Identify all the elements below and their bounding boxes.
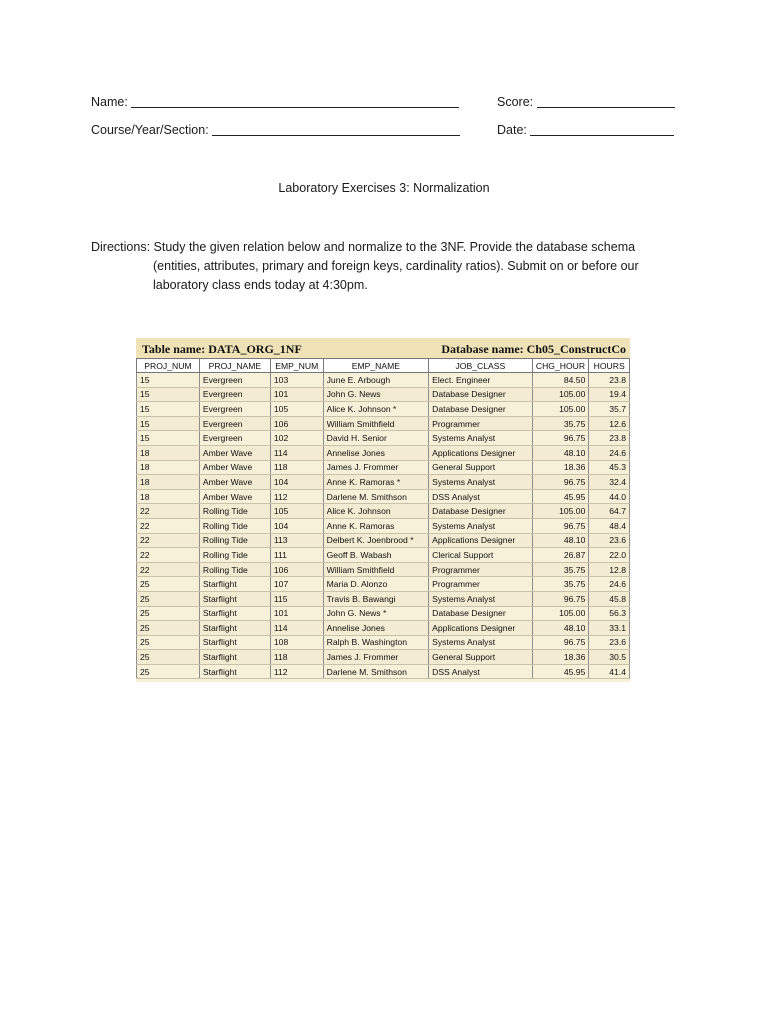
table-cell: Starflight (199, 606, 270, 621)
table-cell: 48.10 (532, 533, 589, 548)
table-cell: James J. Frommer (323, 650, 428, 665)
table-cell: Rolling Tide (199, 533, 270, 548)
column-header-proj-name: PROJ_NAME (199, 359, 270, 373)
table-cell: 96.75 (532, 518, 589, 533)
table-cell: 15 (137, 387, 200, 402)
table-cell: 105.00 (532, 387, 589, 402)
table-cell: 112 (270, 489, 323, 504)
table-cell: 15 (137, 416, 200, 431)
table-cell: Systems Analyst (429, 591, 532, 606)
table-cell: Evergreen (199, 416, 270, 431)
table-cell: 107 (270, 577, 323, 592)
table-cell: 22.0 (589, 548, 630, 563)
column-header-chg-hour: CHG_HOUR (532, 359, 589, 373)
table-cell: 64.7 (589, 504, 630, 519)
table-cell: 35.7 (589, 402, 630, 417)
table-cell: 33.1 (589, 621, 630, 636)
table-cell: Starflight (199, 577, 270, 592)
table-cell: 118 (270, 650, 323, 665)
table-cell: DSS Analyst (429, 664, 532, 679)
table-row (137, 650, 630, 665)
table-cell: 22 (137, 504, 200, 519)
table-cell: Geoff B. Wabash (323, 548, 428, 563)
table-cell: 105.00 (532, 606, 589, 621)
table-cell: John G. News (323, 387, 428, 402)
table-cell: DSS Analyst (429, 489, 532, 504)
column-header-job-class: JOB_CLASS (429, 359, 532, 373)
table-cell: 12.6 (589, 416, 630, 431)
table-cell: Evergreen (199, 387, 270, 402)
table-cell: Evergreen (199, 373, 270, 388)
name-blank-line (131, 94, 459, 108)
table-cell: William Smithfield (323, 562, 428, 577)
directions-text (91, 238, 651, 295)
table-cell: Darlene M. Smithson (323, 489, 428, 504)
table-cell: Database Designer (429, 387, 532, 402)
table-cell: Annelise Jones (323, 445, 428, 460)
table-cell: 24.6 (589, 445, 630, 460)
table-cell: Amber Wave (199, 475, 270, 490)
table-cell: 22 (137, 548, 200, 563)
table-cell: Rolling Tide (199, 548, 270, 563)
table-cell: 18 (137, 475, 200, 490)
table-cell: 96.75 (532, 431, 589, 446)
table-cell: 41.4 (589, 664, 630, 679)
table-row (137, 533, 630, 548)
table-row (137, 373, 630, 388)
table-cell: 23.6 (589, 533, 630, 548)
table-cell: 45.95 (532, 489, 589, 504)
table-cell: 23.8 (589, 431, 630, 446)
table-row (137, 548, 630, 563)
table-cell: 15 (137, 373, 200, 388)
score-label: Score: (497, 95, 534, 109)
table-cell: Systems Analyst (429, 635, 532, 650)
table-cell: Elect. Engineer (429, 373, 532, 388)
table-row (137, 591, 630, 606)
table-cell: Darlene M. Smithson (323, 664, 428, 679)
table-cell: Ralph B. Washington (323, 635, 428, 650)
table-cell: Starflight (199, 591, 270, 606)
table-cell: 105.00 (532, 504, 589, 519)
table-cell: Systems Analyst (429, 475, 532, 490)
table-row (137, 489, 630, 504)
table-cell: Amber Wave (199, 489, 270, 504)
score-blank-line (537, 94, 675, 108)
table-cell: Database Designer (429, 606, 532, 621)
table-row (137, 475, 630, 490)
table-cell: Programmer (429, 577, 532, 592)
table-cell: General Support (429, 460, 532, 475)
table-cell: Rolling Tide (199, 518, 270, 533)
table-cell: 25 (137, 650, 200, 665)
table-cell: 15 (137, 402, 200, 417)
table-cell: 35.75 (532, 416, 589, 431)
table-cell: 45.8 (589, 591, 630, 606)
table-cell: 56.3 (589, 606, 630, 621)
table-cell: 18.36 (532, 650, 589, 665)
table-cell: Alice K. Johnson (323, 504, 428, 519)
table-row (137, 460, 630, 475)
table-cell: Maria D. Alonzo (323, 577, 428, 592)
database-name-label: Database name: Ch05_ConstructCo (441, 341, 626, 356)
table-row (137, 431, 630, 446)
table-cell: 101 (270, 606, 323, 621)
table-cell: 96.75 (532, 635, 589, 650)
relation-table-image (136, 338, 630, 682)
table-cell: Programmer (429, 416, 532, 431)
table-cell: Starflight (199, 664, 270, 679)
table-cell: Applications Designer (429, 445, 532, 460)
table-cell: Evergreen (199, 431, 270, 446)
table-cell: 35.75 (532, 562, 589, 577)
directions-line-1: Directions: Study the given relation below and normalize to the 3NF. Provide the database schema (91, 240, 636, 254)
table-cell: Amber Wave (199, 445, 270, 460)
table-cell: 22 (137, 533, 200, 548)
table-cell: Evergreen (199, 402, 270, 417)
table-caption (136, 338, 630, 358)
table-cell: 25 (137, 591, 200, 606)
table-cell: 104 (270, 518, 323, 533)
table-row (137, 518, 630, 533)
course-field (91, 122, 460, 137)
table-cell: 25 (137, 606, 200, 621)
table-row (137, 635, 630, 650)
table-cell: Rolling Tide (199, 504, 270, 519)
table-cell: 108 (270, 635, 323, 650)
table-cell: 103 (270, 373, 323, 388)
table-row (137, 402, 630, 417)
table-row (137, 577, 630, 592)
table-cell: 96.75 (532, 591, 589, 606)
table-cell: 24.6 (589, 577, 630, 592)
column-header-emp-num: EMP_NUM (270, 359, 323, 373)
table-row (137, 664, 630, 679)
table-cell: 112 (270, 664, 323, 679)
table-cell: Systems Analyst (429, 518, 532, 533)
directions-line-2: (entities, attributes, primary and foreign keys, cardinality ratios). Submit on or before our (153, 259, 639, 273)
date-label: Date: (497, 123, 527, 137)
course-label: Course/Year/Section: (91, 123, 209, 137)
table-cell: 35.75 (532, 577, 589, 592)
table-name-label: Table name: DATA_ORG_1NF (142, 341, 302, 356)
table-row (137, 504, 630, 519)
table-cell: 118 (270, 460, 323, 475)
table-row (137, 445, 630, 460)
table-cell: David H. Senior (323, 431, 428, 446)
table-cell: 25 (137, 635, 200, 650)
table-cell: 48.10 (532, 621, 589, 636)
column-header-hours: HOURS (589, 359, 630, 373)
table-cell: 101 (270, 387, 323, 402)
table-cell: 19.4 (589, 387, 630, 402)
table-cell: 18.36 (532, 460, 589, 475)
table-cell: James J. Frommer (323, 460, 428, 475)
table-cell: 32.4 (589, 475, 630, 490)
directions-line-3: laboratory class ends today at 4:30pm. (153, 278, 368, 292)
table-cell: 45.3 (589, 460, 630, 475)
table-row (137, 416, 630, 431)
table-cell: 105 (270, 402, 323, 417)
table-row (137, 387, 630, 402)
name-field (91, 94, 459, 109)
table-cell: 84.50 (532, 373, 589, 388)
table-cell: 115 (270, 591, 323, 606)
relation-table (136, 358, 630, 679)
table-cell: 25 (137, 621, 200, 636)
table-cell: Clerical Support (429, 548, 532, 563)
date-field (497, 122, 674, 137)
table-cell: Starflight (199, 621, 270, 636)
table-cell: 45.95 (532, 664, 589, 679)
table-cell: 12.8 (589, 562, 630, 577)
table-cell: Amber Wave (199, 460, 270, 475)
table-cell: 111 (270, 548, 323, 563)
table-cell: 113 (270, 533, 323, 548)
table-body (137, 373, 630, 679)
table-cell: Programmer (429, 562, 532, 577)
table-cell: Database Designer (429, 504, 532, 519)
table-cell: 114 (270, 621, 323, 636)
table-cell: Alice K. Johnson * (323, 402, 428, 417)
course-blank-line (212, 122, 460, 136)
table-cell: 48.10 (532, 445, 589, 460)
table-cell: 102 (270, 431, 323, 446)
table-cell: 15 (137, 431, 200, 446)
table-cell: 22 (137, 562, 200, 577)
table-cell: 18 (137, 445, 200, 460)
table-cell: Starflight (199, 635, 270, 650)
table-cell: Travis B. Bawangi (323, 591, 428, 606)
table-cell: 106 (270, 416, 323, 431)
table-header-row (137, 359, 630, 373)
column-header-proj-num: PROJ_NUM (137, 359, 200, 373)
table-row (137, 562, 630, 577)
table-cell: General Support (429, 650, 532, 665)
column-header-emp-name: EMP_NAME (323, 359, 428, 373)
table-cell: 25 (137, 577, 200, 592)
table-cell: Rolling Tide (199, 562, 270, 577)
table-cell: Delbert K. Joenbrood * (323, 533, 428, 548)
table-cell: Anne K. Ramoras * (323, 475, 428, 490)
table-cell: Anne K. Ramoras (323, 518, 428, 533)
table-cell: 30.5 (589, 650, 630, 665)
table-cell: Systems Analyst (429, 431, 532, 446)
table-cell: 105 (270, 504, 323, 519)
table-cell: 22 (137, 518, 200, 533)
table-cell: 26.87 (532, 548, 589, 563)
table-cell: Applications Designer (429, 533, 532, 548)
table-cell: 114 (270, 445, 323, 460)
name-label: Name: (91, 95, 128, 109)
table-row (137, 621, 630, 636)
table-cell: Applications Designer (429, 621, 532, 636)
table-cell: 18 (137, 460, 200, 475)
table-cell: John G. News * (323, 606, 428, 621)
table-cell: Annelise Jones (323, 621, 428, 636)
table-cell: 48.4 (589, 518, 630, 533)
table-cell: 104 (270, 475, 323, 490)
table-cell: Starflight (199, 650, 270, 665)
table-row (137, 606, 630, 621)
table-cell: 18 (137, 489, 200, 504)
table-cell: 23.8 (589, 373, 630, 388)
page-title: Laboratory Exercises 3: Normalization (278, 181, 490, 195)
score-field (497, 94, 675, 109)
table-cell: 96.75 (532, 475, 589, 490)
table-cell: June E. Arbough (323, 373, 428, 388)
date-blank-line (530, 122, 674, 136)
table-cell: William Smithfield (323, 416, 428, 431)
table-cell: 44.0 (589, 489, 630, 504)
table-cell: 23.6 (589, 635, 630, 650)
table-cell: 105.00 (532, 402, 589, 417)
table-cell: Database Designer (429, 402, 532, 417)
table-cell: 106 (270, 562, 323, 577)
table-cell: 25 (137, 664, 200, 679)
